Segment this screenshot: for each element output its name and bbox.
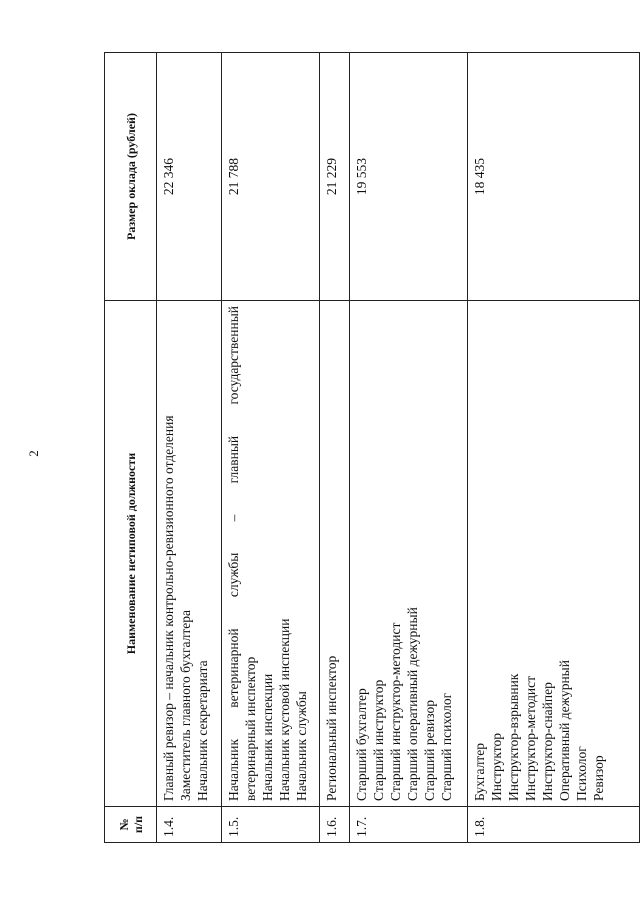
salary-value: 19 553	[350, 53, 468, 301]
rotated-table-container	[104, 53, 639, 843]
position-name: Бухгалтер	[472, 743, 487, 801]
position-name: Начальник службы	[294, 691, 309, 801]
salary-table	[104, 52, 640, 843]
position-name: Начальник ветеринарной службы – главный государственный	[226, 306, 241, 801]
row-number: 1.7.	[350, 807, 468, 843]
position-name: Инструктор-методист	[523, 675, 538, 801]
position-name: Инструктор-снайпер	[540, 682, 555, 801]
position-name: Заместитель главного бухгалтера	[178, 609, 193, 801]
position-name: Старший инструктор-методист	[388, 622, 403, 801]
position-name: Старший инструктор	[371, 679, 386, 801]
table-header-row	[105, 53, 157, 843]
position-name: Начальник секретариата	[195, 660, 210, 801]
position-name: Психолог	[574, 746, 589, 801]
page-number: 2	[25, 450, 41, 457]
row-number: 1.6.	[320, 807, 350, 843]
table-row	[468, 53, 640, 843]
position-name: Старший бухгалтер	[354, 688, 369, 801]
position-list	[320, 301, 350, 807]
salary-value: 21 229	[320, 53, 350, 301]
table-row	[157, 53, 222, 843]
position-list	[157, 301, 222, 807]
salary-value: 18 435	[468, 53, 640, 301]
position-name: Оперативный дежурный	[557, 660, 572, 801]
position-name: Старший психолог	[439, 692, 454, 801]
position-name: Старший оперативный дежурный	[405, 607, 420, 801]
position-name: Главный ревизор – начальник контрольно-ревизионного отделения	[161, 415, 176, 801]
header-salary: Размер оклада (рублей)	[105, 53, 157, 301]
position-name: Инструктор	[489, 733, 504, 801]
table-row	[350, 53, 468, 843]
row-number: 1.8.	[468, 807, 640, 843]
header-number: № п/п	[105, 807, 157, 843]
header-position-name: Наименование нетиповой должности	[105, 301, 157, 807]
position-name: Инструктор-взрывник	[506, 673, 521, 801]
table-row	[222, 53, 320, 843]
position-list	[468, 301, 640, 807]
salary-value: 22 346	[157, 53, 222, 301]
position-name: Региональный инспектор	[324, 655, 339, 801]
position-name: Начальник кустовой инспекции	[277, 618, 292, 801]
salary-value: 21 788	[222, 53, 320, 301]
position-name: ветеринарный инспектор	[243, 656, 258, 801]
position-name: Начальник инспекции	[260, 673, 275, 801]
table-row	[320, 53, 350, 843]
position-list	[350, 301, 468, 807]
row-number: 1.5.	[222, 807, 320, 843]
position-name: Старший ревизор	[422, 700, 437, 801]
position-list	[222, 301, 320, 807]
row-number: 1.4.	[157, 807, 222, 843]
position-name: Ревизор	[591, 755, 606, 801]
